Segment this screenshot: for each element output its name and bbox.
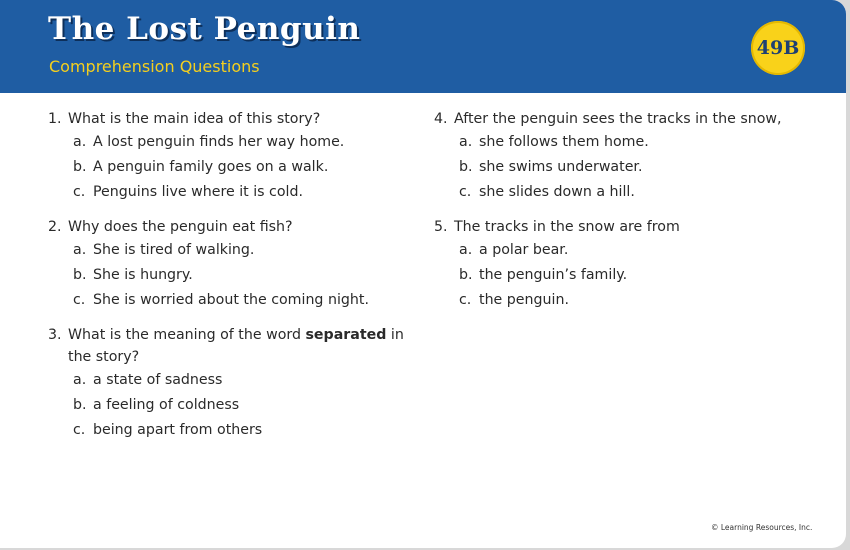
answer-option (48, 418, 408, 443)
left-column (48, 108, 408, 454)
card-header (0, 0, 846, 93)
question-number: 2. (48, 219, 62, 235)
answer-option (48, 130, 408, 155)
question-text: Why does the penguin eat fish? (68, 219, 293, 235)
answer-option (434, 130, 814, 155)
answer-option (48, 368, 408, 393)
option-text: She is hungry. (93, 267, 193, 283)
option-letter: b. (459, 267, 473, 283)
card-number-badge: 49B (751, 21, 805, 75)
answer-option (434, 263, 814, 288)
vocabulary-word: separated (305, 327, 387, 343)
option-letter: a. (73, 134, 87, 150)
page-subtitle: Comprehension Questions (49, 57, 260, 76)
option-text: she slides down a hill. (479, 184, 635, 200)
question-text: What is the main idea of this story? (68, 111, 321, 127)
option-letter: b. (459, 159, 473, 175)
answer-option (434, 288, 814, 313)
option-letter: a. (73, 372, 87, 388)
option-text: A penguin family goes on a walk. (93, 159, 329, 175)
question-4 (434, 108, 814, 205)
question-number: 3. (48, 327, 62, 343)
copyright-notice: © Learning Resources, Inc. (711, 523, 813, 532)
option-letter: a. (459, 134, 473, 150)
option-letter: c. (459, 292, 472, 308)
option-text: she follows them home. (479, 134, 649, 150)
question-number: 4. (434, 111, 448, 127)
question-2 (48, 216, 408, 313)
question-text: After the penguin sees the tracks in the snow, (454, 111, 782, 127)
option-text: she swims underwater. (479, 159, 643, 175)
option-text: Penguins live where it is cold. (93, 184, 303, 200)
question-5 (434, 216, 814, 313)
question-text (68, 324, 408, 368)
answer-option (48, 155, 408, 180)
answer-option (48, 263, 408, 288)
option-letter: c. (73, 292, 86, 308)
option-letter: c. (73, 422, 86, 438)
question-text-before: What is the meaning of the word (68, 327, 306, 343)
option-letter: a. (459, 242, 473, 258)
option-text: She is tired of walking. (93, 242, 255, 258)
option-letter: b. (73, 159, 87, 175)
option-text: a feeling of coldness (93, 397, 240, 413)
right-column (434, 108, 814, 324)
question-text-after: in the story? (68, 327, 404, 365)
question-text: The tracks in the snow are from (454, 219, 680, 235)
option-letter: b. (73, 267, 87, 283)
answer-option (48, 288, 408, 313)
option-text: the penguin’s family. (479, 267, 628, 283)
answer-option (48, 393, 408, 418)
option-letter: a. (73, 242, 87, 258)
question-number: 5. (434, 219, 448, 235)
option-text: the penguin. (479, 292, 569, 308)
option-text: A lost penguin finds her way home. (93, 134, 345, 150)
option-letter: b. (73, 397, 87, 413)
question-3 (48, 324, 408, 443)
option-text: a polar bear. (479, 242, 569, 258)
question-number: 1. (48, 111, 62, 127)
option-letter: c. (73, 184, 86, 200)
answer-option (48, 238, 408, 263)
question-1 (48, 108, 408, 205)
option-letter: c. (459, 184, 472, 200)
answer-option (434, 180, 814, 205)
option-text: a state of sadness (93, 372, 223, 388)
answer-option (434, 155, 814, 180)
option-text: being apart from others (93, 422, 263, 438)
answer-option (48, 180, 408, 205)
option-text: She is worried about the coming night. (93, 292, 369, 308)
page-title: The Lost Penguin (48, 11, 361, 47)
answer-option (434, 238, 814, 263)
